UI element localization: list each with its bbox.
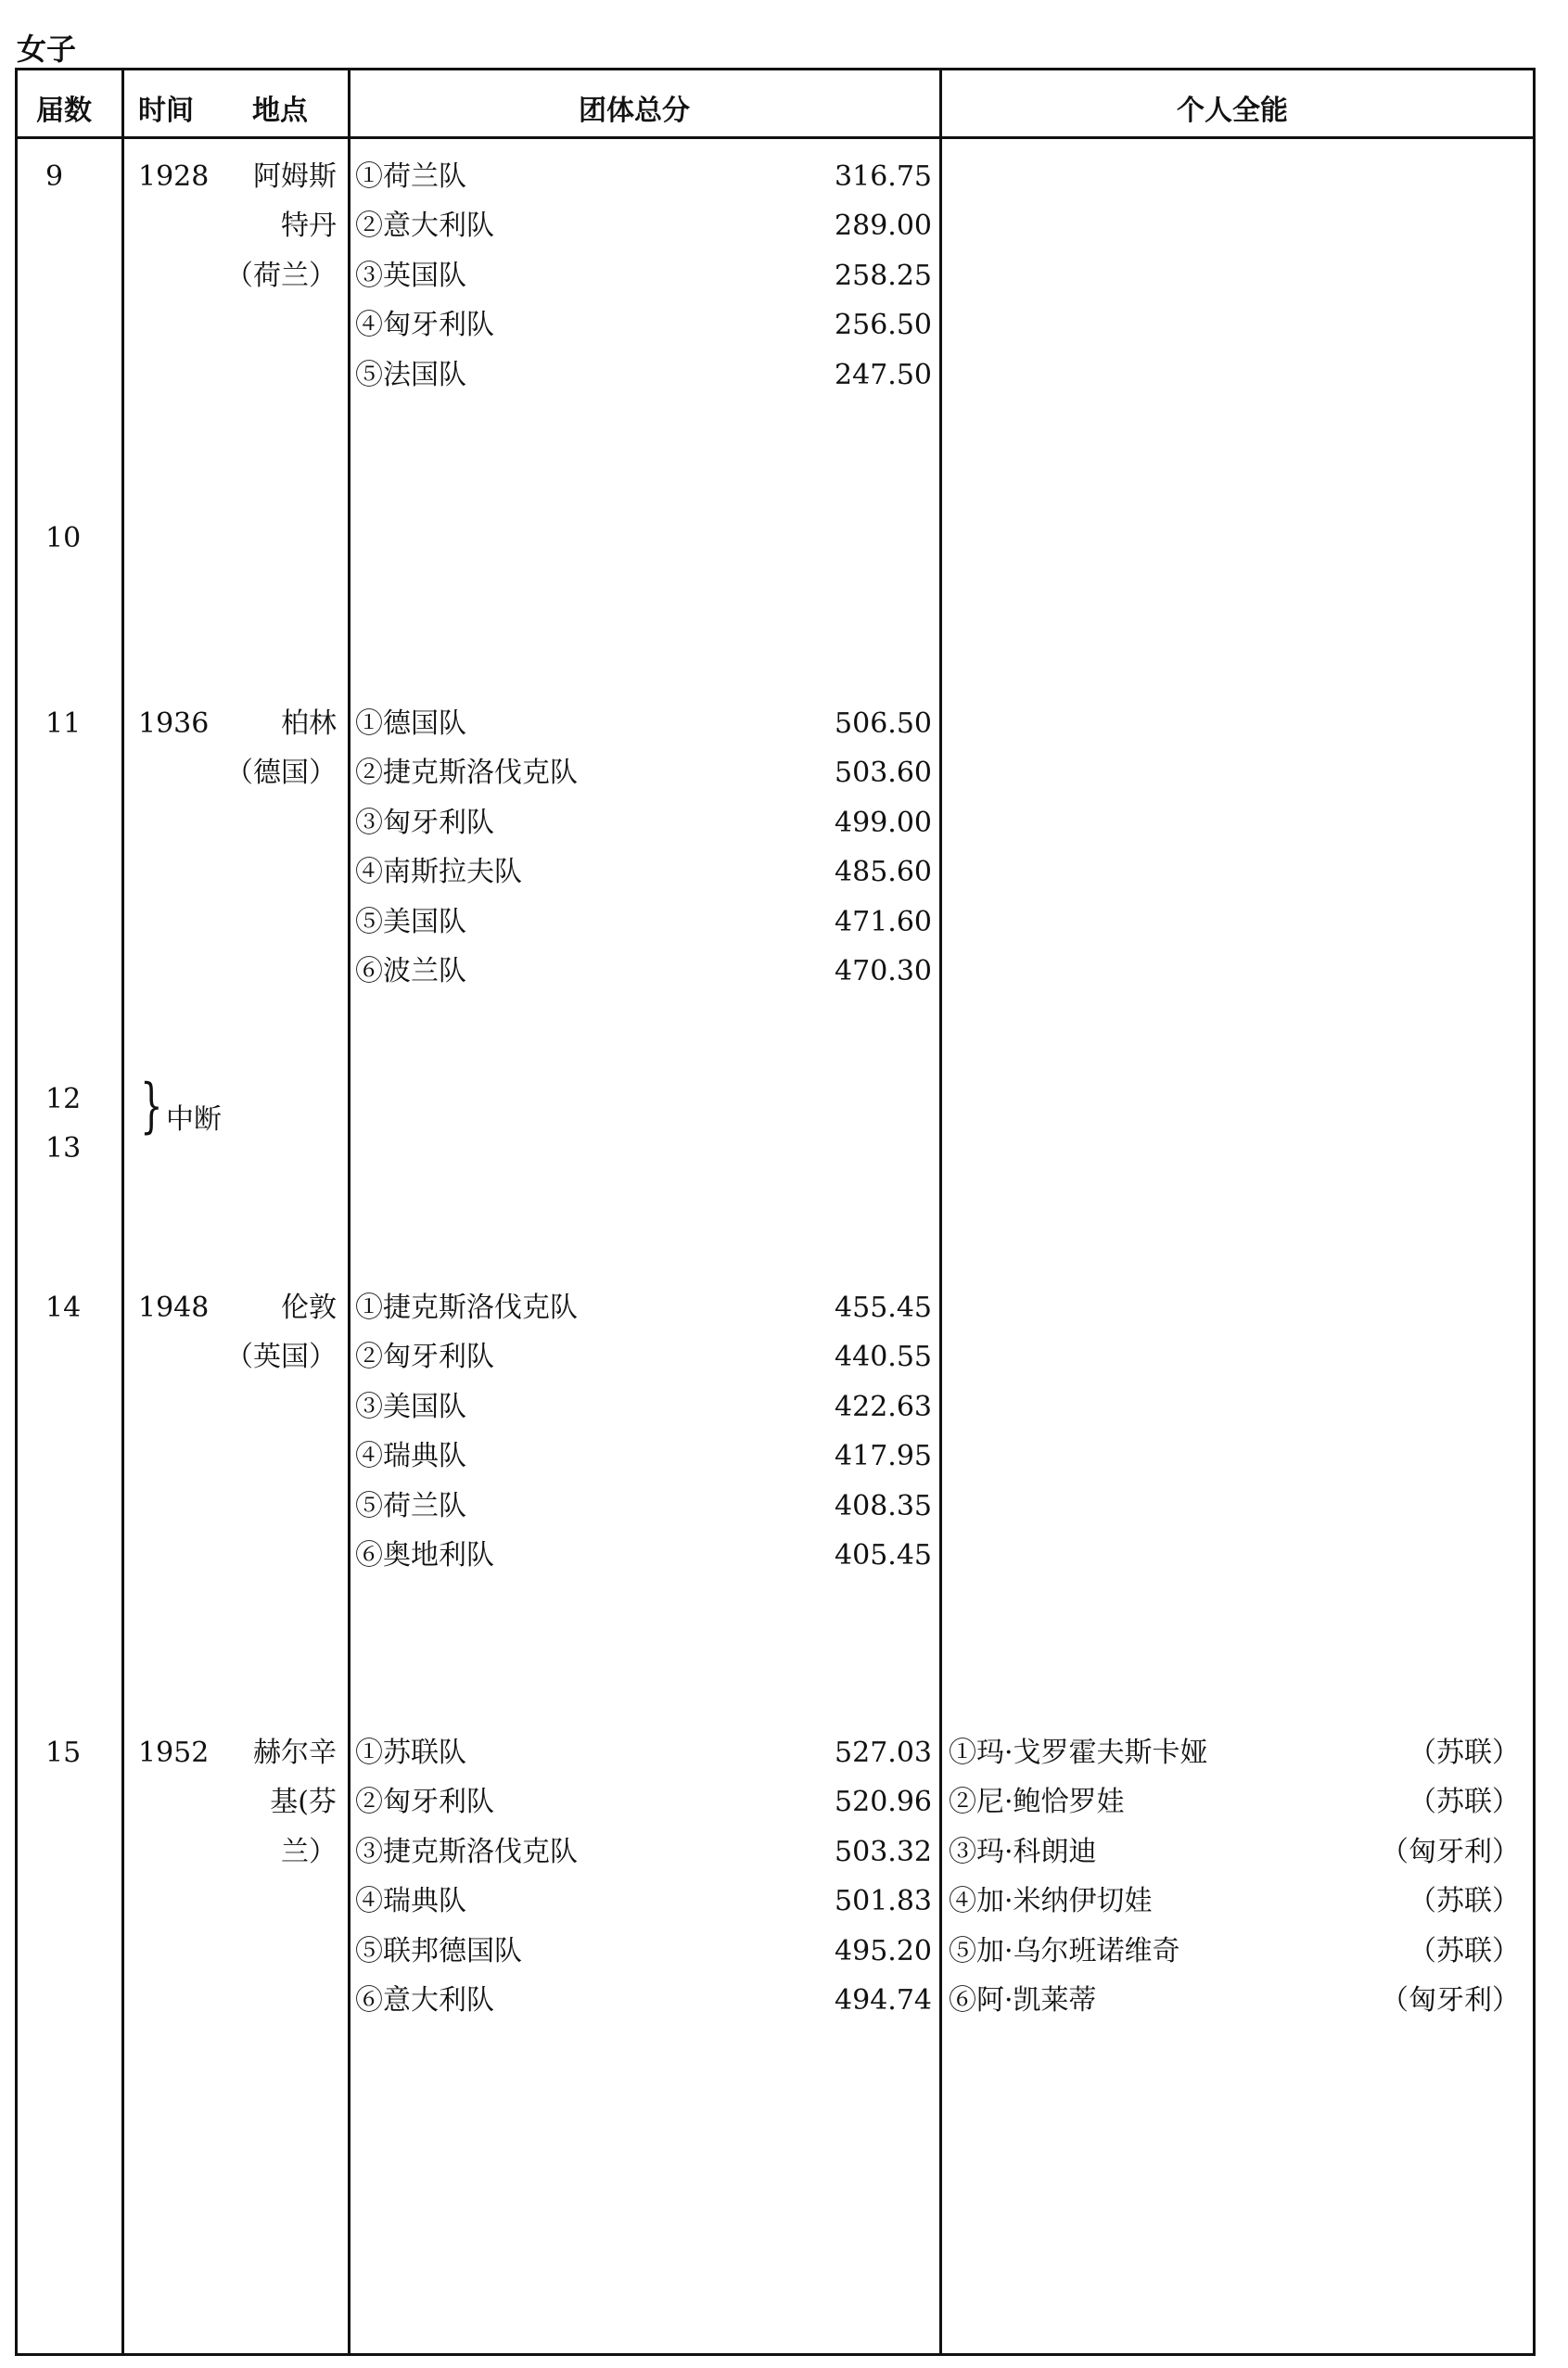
team-score: 417.95 [835,1440,932,1473]
athlete-country: （苏联） [1409,1737,1520,1769]
athlete-name: ②尼·鲍恰罗娃 [949,1786,1125,1819]
venue: 兰） [281,1835,337,1868]
team-name: ⑤荷兰队 [355,1489,466,1522]
team-score: 501.83 [835,1885,932,1918]
team-score: 316.75 [835,160,932,193]
team-score: 247.50 [835,358,932,391]
year: 1936 [138,707,210,740]
team-name: ①苏联队 [355,1737,466,1769]
athlete-name: ⑤加·乌尔班诺维奇 [949,1934,1180,1967]
team-name: ①德国队 [355,707,466,740]
team-name: ⑤法国队 [355,358,466,391]
athlete-country: （匈牙利） [1381,1984,1520,2017]
edition-number: 15 [45,1737,82,1769]
athlete-country: （苏联） [1409,1885,1520,1918]
team-name: ④瑞典队 [355,1440,466,1473]
header-edition: 届数 [36,95,92,127]
team-score: 494.74 [835,1984,932,2017]
venue: 基(芬 [270,1786,337,1819]
year: 1928 [138,160,210,193]
team-name: ③英国队 [355,259,466,292]
team-score: 506.50 [835,707,932,740]
team-name: ①捷克斯洛伐克队 [355,1292,578,1324]
team-name: ④匈牙利队 [355,309,494,342]
team-score: 408.35 [835,1489,932,1522]
team-name: ④瑞典队 [355,1885,466,1918]
section-title: 女子 [17,32,77,67]
venue: 阿姆斯 [253,160,337,193]
team-score: 258.25 [835,259,932,292]
team-score: 485.60 [835,856,932,889]
team-name: ①荷兰队 [355,160,466,193]
team-score: 499.00 [835,806,932,839]
team-name: ③匈牙利队 [355,806,494,839]
team-score: 289.00 [835,210,932,243]
team-score: 256.50 [835,309,932,342]
team-name: ⑥奥地利队 [355,1539,494,1572]
venue: （英国） [225,1341,337,1374]
venue: 伦敦 [281,1292,337,1324]
header-time: 时间 [138,95,194,127]
edition-number: 10 [45,522,82,554]
team-score: 495.20 [835,1934,932,1967]
athlete-name: ④加·米纳伊切娃 [949,1885,1153,1918]
team-name: ③美国队 [355,1390,466,1423]
column-divider [348,70,351,2353]
team-score: 503.32 [835,1835,932,1868]
team-score: 440.55 [835,1341,932,1374]
team-score: 527.03 [835,1737,932,1769]
results-table [15,68,1536,2356]
team-score: 503.60 [835,757,932,790]
athlete-country: （苏联） [1409,1934,1520,1967]
team-name: ⑤联邦德国队 [355,1934,522,1967]
team-score: 405.45 [835,1539,932,1572]
venue: 柏林 [281,707,337,740]
venue: 赫尔辛 [253,1737,337,1769]
team-score: 422.63 [835,1390,932,1423]
athlete-country: （匈牙利） [1381,1835,1520,1868]
header-place: 地点 [252,95,308,127]
team-score: 455.45 [835,1292,932,1324]
team-name: ⑥意大利队 [355,1984,494,2017]
edition-number: 9 [45,160,64,193]
team-name: ④南斯拉夫队 [355,856,522,889]
venue: 特丹 [281,210,337,243]
brace-mark: } [140,1072,163,1140]
edition-number: 13 [45,1132,82,1165]
athlete-country: （苏联） [1409,1786,1520,1819]
team-name: ②匈牙利队 [355,1786,494,1819]
edition-number: 11 [45,707,82,740]
team-name: ⑥波兰队 [355,955,466,987]
year: 1952 [138,1737,210,1769]
athlete-name: ①玛·戈罗霍夫斯卡娅 [949,1737,1208,1769]
team-name: ②捷克斯洛伐克队 [355,757,578,790]
athlete-name: ③玛·科朗迪 [949,1835,1097,1868]
team-score: 471.60 [835,905,932,938]
athlete-name: ⑥阿·凯莱蒂 [949,1984,1097,2017]
edition-number: 14 [45,1292,82,1324]
header-team: 团体总分 [579,95,690,127]
team-score: 520.96 [835,1786,932,1819]
column-divider [939,70,942,2353]
year: 1948 [138,1292,210,1324]
interruption-note: 中断 [166,1103,222,1136]
header-divider [18,136,1533,139]
team-name: ⑤美国队 [355,905,466,938]
team-name: ③捷克斯洛伐克队 [355,1835,578,1868]
header-individual: 个人全能 [1177,95,1288,127]
column-divider [121,70,124,2353]
venue: （德国） [225,757,337,790]
team-score: 470.30 [835,955,932,987]
venue: （荷兰） [225,259,337,292]
edition-number: 12 [45,1083,82,1115]
team-name: ②匈牙利队 [355,1341,494,1374]
team-name: ②意大利队 [355,210,494,243]
